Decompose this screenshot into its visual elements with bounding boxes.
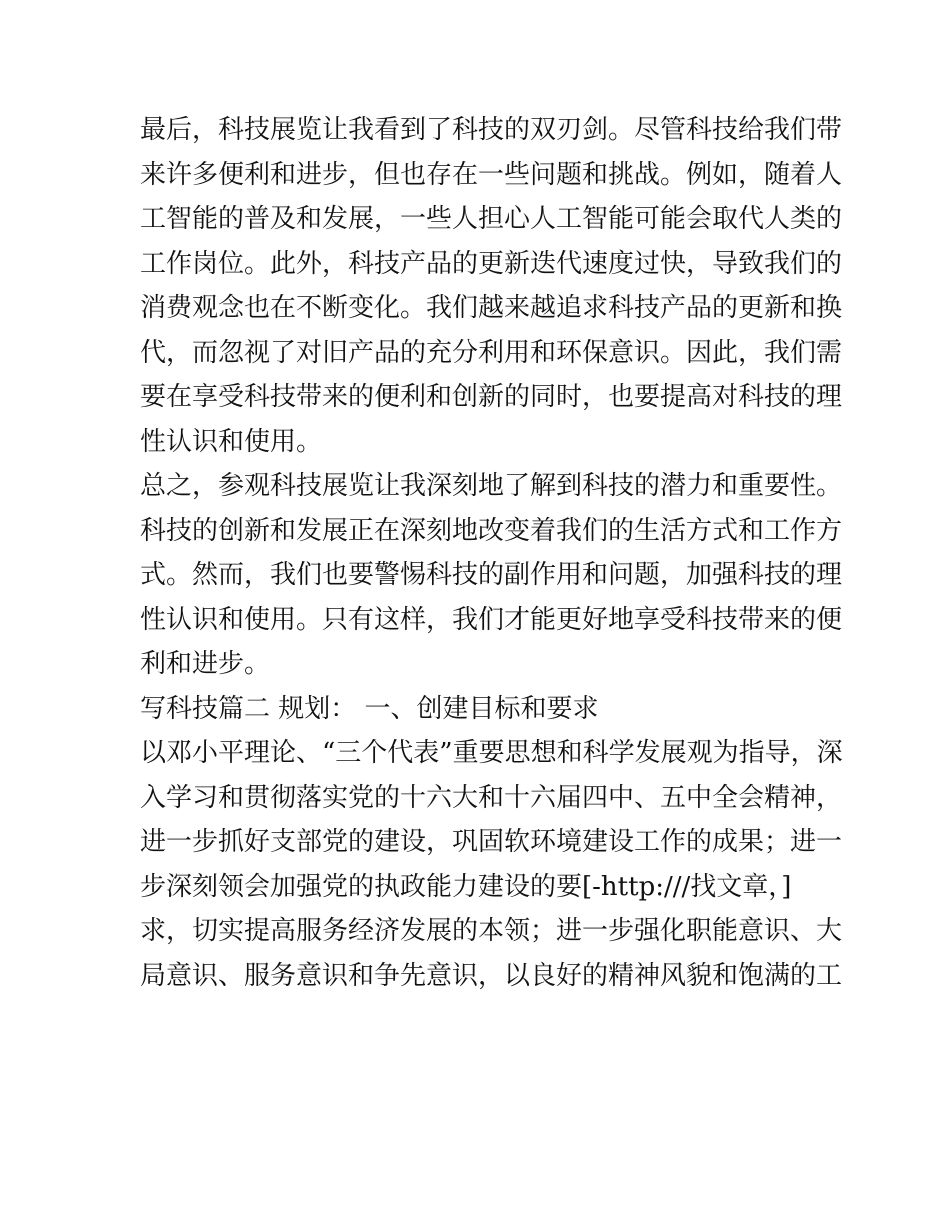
text-line: 工智能的普及和发展，一些人担心人工智能可能会取代人类的 [140,204,843,234]
text-line: 总之，参观科技展览让我深刻地了解到科技的潜力和重要性。 [140,471,843,501]
text-line: 性认识和使用。 [140,426,323,457]
text-line: 步深刻领会加强党的执政能力建设的要[-http:///找文章，] [140,871,792,902]
text-line: 消费观念也在不断变化。我们越来越追求科技产品的更新和换 [140,293,843,323]
text-line: 求，切实提高服务经济发展的本领；进一步强化职能意识、大 [140,916,843,946]
text-line: 进一步抓好支部党的建设，巩固软环境建设工作的成果；进一 [140,827,843,857]
text-line: 局意识、服务意识和争先意识，以良好的精神风貌和饱满的工 [140,960,843,991]
text-line: 入学习和贯彻落实党的十六大和十六届四中、五中全会精神， [140,782,843,813]
text-line: 工作岗位。此外，科技产品的更新迭代速度过快，导致我们的 [140,248,843,279]
text-line: 最后，科技展览让我看到了科技的双刃剑。尽管科技给我们带 [140,115,843,145]
text-line: 式。然而，我们也要警惕科技的副作用和问题，加强科技的理 [140,560,843,590]
section-heading: 写科技篇二 规划： 一、创建目标和要求 [140,693,599,724]
text-line: 代，而忽视了对旧产品的充分利用和环保意识。因此，我们需 [140,337,843,368]
text-line: 要在享受科技带来的便利和创新的同时，也要提高对科技的理 [140,382,843,412]
text-line: 性认识和使用。只有这样，我们才能更好地享受科技带来的便 [140,604,843,635]
text-line: 来许多便利和进步，但也存在一些问题和挑战。例如，随着人 [140,159,843,190]
text-line: 科技的创新和发展正在深刻地改变着我们的生活方式和工作方 [140,515,843,546]
document-body [140,108,843,998]
text-line: 利和进步。 [140,649,271,679]
text-line: 以邓小平理论、“三个代表”重要思想和科学发展观为指导，深 [140,738,843,768]
